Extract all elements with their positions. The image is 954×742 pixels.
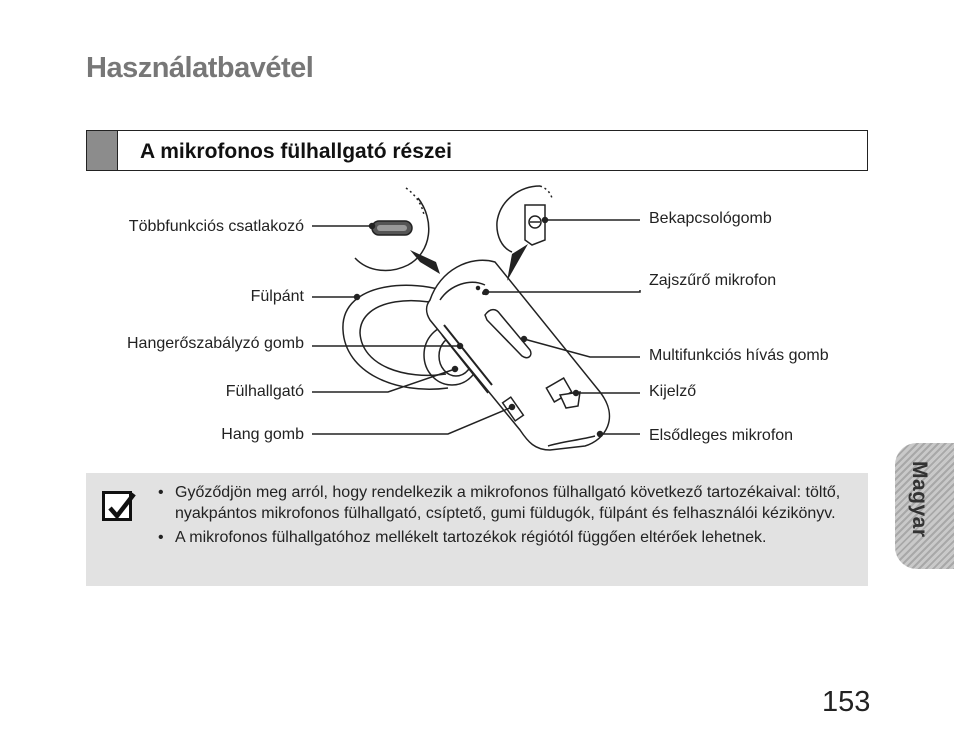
note-item: • A mikrofonos fülhallgatóhoz mellékelt tartozékok régiótól függően eltérőek lehetnek.	[158, 529, 767, 546]
bullet-icon: •	[158, 529, 164, 546]
bullet-icon: •	[158, 484, 164, 501]
checkmark-icon	[102, 491, 132, 521]
note-item: • Győződjön meg arról, hogy rendelkezik a mikrofonos fülhallgató következő tartozékaival: töltő, nyakpántos mikrofonos fülhallgató, csíptető, gumi füldugók, fülpánt és felhasználói kézikönyv.	[158, 484, 841, 522]
label-noise-mic: Zajszűrő mikrofon	[649, 272, 777, 289]
label-primary-mic: Elsődleges mikrofon	[649, 427, 794, 444]
page-title: Használatbavétel	[86, 52, 314, 84]
label-volume: Hangerőszabályzó gomb	[127, 335, 304, 352]
label-connector: Többfunkciós csatlakozó	[128, 218, 304, 235]
section-heading: A mikrofonos fülhallgató részei	[140, 140, 452, 163]
label-voice-button: Hang gomb	[221, 426, 304, 443]
language-tab	[895, 443, 954, 569]
label-talk-button: Multifunkciós hívás gomb	[649, 347, 829, 364]
label-earpiece: Fülhallgató	[225, 383, 304, 400]
language-tab-label: Magyar	[908, 461, 931, 538]
label-power: Bekapcsológomb	[649, 210, 772, 227]
label-indicator: Kijelző	[649, 383, 697, 400]
note-box	[86, 473, 868, 586]
label-ear-hook: Fülpánt	[250, 288, 304, 305]
page-number: 153	[822, 686, 871, 718]
note-list	[158, 482, 858, 551]
